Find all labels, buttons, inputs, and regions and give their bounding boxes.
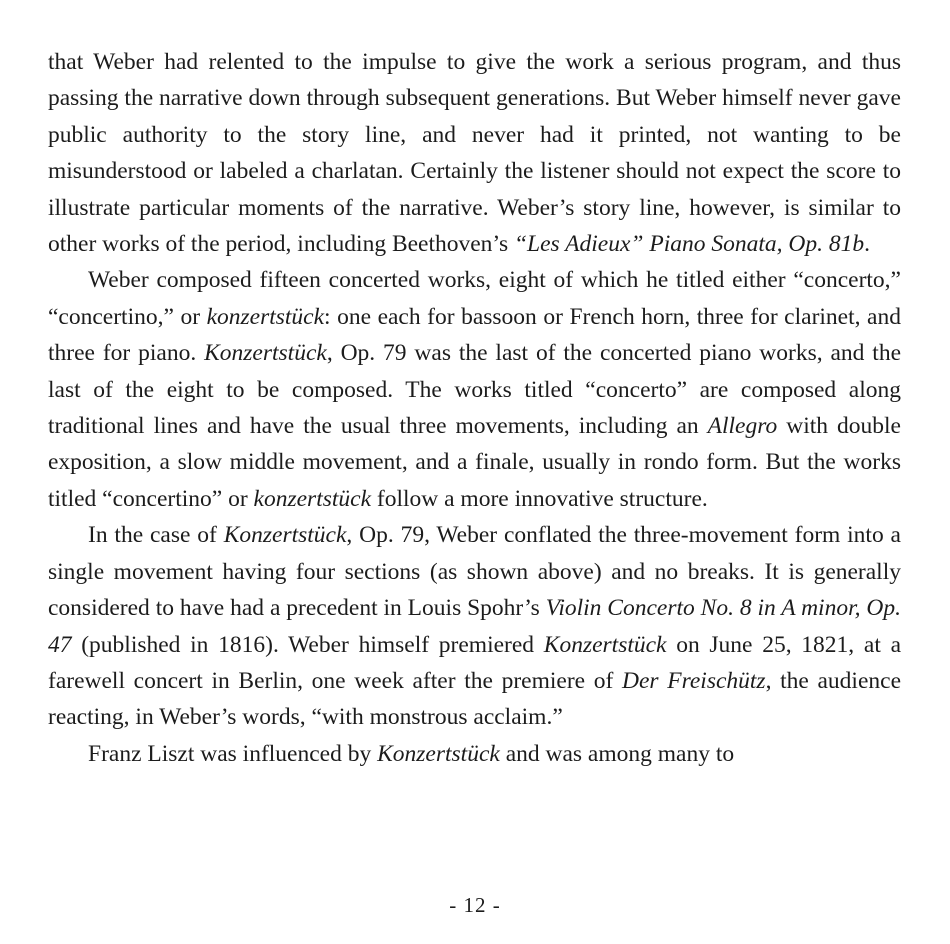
text-segment: follow a more innovative structure. [371, 485, 708, 512]
text-segment: , Op. 79 was the last of the concerted piano works, and the last of the eight to be composed. The works titled “concerto” are composed along traditional lines and have the usual three movements, including an [48, 340, 902, 440]
text-segment: : one each for bassoon or French horn, three for clarinet, and three for piano. [48, 303, 901, 367]
body-text [48, 44, 901, 772]
paragraph [48, 517, 901, 735]
italic-text-segment: konzertstück [253, 485, 372, 512]
text-segment: , the audience reacting, in Weber’s words, “with monstrous acclaim.” [48, 667, 901, 731]
text-segment: . [864, 231, 870, 258]
italic-text-segment: Konzertstück [377, 740, 500, 767]
text-segment: Franz Liszt was influenced by [88, 740, 378, 767]
italic-text-segment: Der Freischütz [622, 667, 766, 694]
text-segment: with double exposition, a slow middle movement, and a finale, usually in rondo form. But the works titled “concertino” or [48, 413, 901, 512]
text-segment: (published in 1816). Weber himself premiered [71, 631, 544, 658]
text-segment: and was among many to [499, 740, 735, 767]
italic-text-segment: konzertstück [206, 303, 325, 330]
text-segment: , Op. 79, Weber conflated the three-movement form into a single movement having four sections (as shown above) and no breaks. It is generally considered to have had a precedent in Louis Spohr’s [48, 522, 901, 622]
italic-text-segment: Violin Concerto No. 8 in A minor, Op. 47 [48, 595, 901, 658]
italic-text-segment: Konzertstück [223, 522, 347, 549]
paragraph [48, 262, 901, 517]
text-segment: on June 25, 1821, at a farewell concert in Berlin, one week after the premiere of [48, 631, 901, 694]
italic-text-segment: Allegro [707, 413, 778, 440]
text-segment: Weber composed fifteen concerted works, eight of which he titled either “concerto,” “concertino,” or [48, 267, 901, 330]
text-segment: In the case of [88, 522, 224, 549]
page-number: - 12 - [449, 893, 501, 917]
italic-text-segment: Konzertstück [204, 340, 327, 367]
text-segment: that Weber had relented to the impulse to give the work a serious program, and thus passing the narrative down through subsequent generations. But Weber himself never gave public authority to the story line, and never had it printed, not wanting to be misunderstood or labeled a charlatan. Certainly the listener should not expect the score to illustrate particular moments of the narrative. Weber’s story line, however, is similar to other works of the period, including Beethoven’s [48, 49, 901, 258]
paragraph [48, 44, 901, 262]
italic-text-segment: “Les Adieux” Piano Sonata, Op. 81b [513, 231, 865, 258]
paragraph [48, 736, 901, 772]
italic-text-segment: Konzertstück [543, 631, 667, 658]
